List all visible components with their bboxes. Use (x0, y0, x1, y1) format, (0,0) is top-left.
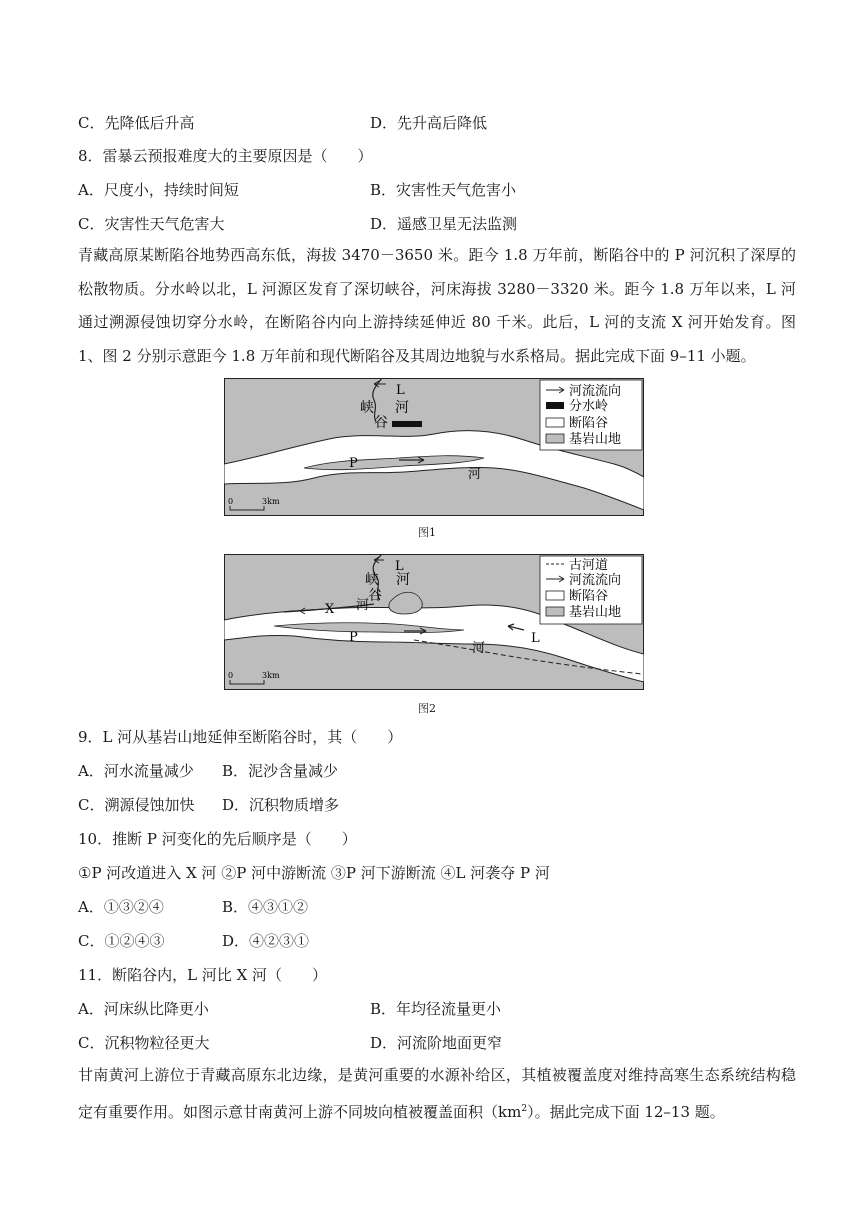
fig1-legend-flow: 河流流向 (569, 384, 622, 399)
figure-1-caption: 图1 (418, 526, 436, 539)
fig1-scale-km: 3km (262, 497, 280, 506)
q11-stem: 11．断陷谷内，L 河比 X 河（ ） (78, 966, 328, 984)
fig2-label-xhe: 河 (356, 598, 370, 613)
q9-option-b: B．泥沙含量减少 (222, 762, 339, 780)
q10-option-a: A．①③②④ (78, 898, 164, 916)
fig1-label-l: L (396, 383, 405, 398)
passage-2-tail: ）。据此完成下面 12–13 题。 (527, 1102, 725, 1121)
fig1-legend-graben: 断陷谷 (569, 416, 609, 431)
fig2-label-he: 河 (396, 572, 410, 588)
q8-option-a: A．尺度小，持续时间短 (78, 181, 239, 199)
q11-option-a: A．河床纵比降更小 (78, 1000, 209, 1018)
q8-option-d: D．遥感卫星无法监测 (370, 215, 518, 233)
q9-option-c: C．溯源侵蚀加快 (78, 796, 195, 814)
q10-stem: 10．推断 P 河变化的先后顺序是（ ） (78, 830, 357, 848)
fig1-legend-divide: 分水岭 (569, 399, 609, 414)
fig2-legend-bedrock: 基岩山地 (569, 605, 622, 620)
fig2-legend-graben: 断陷谷 (569, 589, 609, 604)
passage-2 (78, 1059, 796, 1129)
figure-2-caption: 图2 (418, 702, 436, 715)
fig1-label-p: P (349, 456, 358, 471)
q10-option-d: D．④②③① (222, 932, 310, 950)
fig2-label-x: X (325, 602, 335, 617)
q7-option-d: D．先升高后降低 (370, 114, 488, 132)
q9-option-d: D．沉积物质增多 (222, 796, 340, 814)
fig2-label-xia: 峡 (365, 572, 379, 588)
q7-option-c: C．先降低后升高 (78, 114, 195, 132)
q11-option-b: B．年均径流量更小 (370, 1000, 502, 1018)
fig1-label-gu: 谷 (374, 415, 388, 431)
q11-option-d: D．河流阶地面更窄 (370, 1034, 503, 1052)
fig1-label-he: 河 (395, 400, 409, 416)
figure-1 (224, 378, 644, 516)
fig2-scale-zero: 0 (228, 671, 234, 680)
q8-stem: 8．雷暴云预报难度大的主要原因是（ ） (78, 147, 373, 165)
fig2-label-p: P (349, 630, 358, 645)
q10-items: ①P 河改道进入 X 河 ②P 河中游断流 ③P 河下游断流 ④L 河袭夺 P 河 (78, 864, 550, 882)
fig2-label-l2: L (531, 631, 540, 646)
fig1-legend-bedrock: 基岩山地 (569, 432, 622, 447)
fig1-scale-zero: 0 (228, 497, 234, 506)
fig2-scale-km: 3km (262, 671, 280, 680)
q9-option-a: A．河水流量减少 (78, 762, 194, 780)
q9-stem: 9．L 河从基岩山地延伸至断陷谷时，其（ ） (78, 728, 403, 746)
q10-option-c: C．①②④③ (78, 932, 165, 950)
fig2-label-gu: 谷 (368, 588, 382, 604)
q10-option-b: B．④③①② (222, 898, 309, 916)
q11-option-c: C．沉积物粒径更大 (78, 1034, 210, 1052)
passage-1: 青藏高原某断陷谷地势西高东低，海拔 3470－3650 米。距今 1.8 万年前，断陷谷中的 P 河沉积了深厚的松散物质。分水岭以北，L 河源区发育了深切峡谷，河床海拔 3280－3320 米。距今 1.8 万年以来，L 河通过溯源侵蚀切穿分水岭，在断陷谷内向上游持续延伸近 80 千米。此后，L 河的支流 X 河开始发育。图 1、图 2 分别示意距今 1.8 万年前和现代断陷谷及其周边地貌与水系格局。据此完成下面 9–11 小题。 (78, 246, 796, 365)
fig2-label-l: L (395, 559, 404, 574)
figure-1-map (224, 378, 644, 516)
fig2-label-he2: 河 (472, 641, 486, 656)
passage-2-sup: 2 (521, 1103, 528, 1114)
q8-option-c: C．灾害性天气危害大 (78, 215, 225, 233)
fig2-legend-ancient: 古河道 (569, 558, 609, 573)
fig1-label-he2: 河 (468, 467, 482, 482)
fig2-legend-flow: 河流流向 (569, 573, 622, 588)
figure-2 (224, 554, 644, 690)
q8-option-b: B．灾害性天气危害小 (370, 181, 517, 199)
figure-2-map (224, 554, 644, 690)
fig1-label-xia: 峡 (360, 400, 374, 416)
passage-2-text: 甘南黄河上游位于青藏高原东北边缘，是黄河重要的水源补给区，其植被覆盖度对维持高寒生态系统结构稳定有重要作用。如图示意甘南黄河上游不同坡向植被覆盖面积（km (78, 1066, 796, 1121)
